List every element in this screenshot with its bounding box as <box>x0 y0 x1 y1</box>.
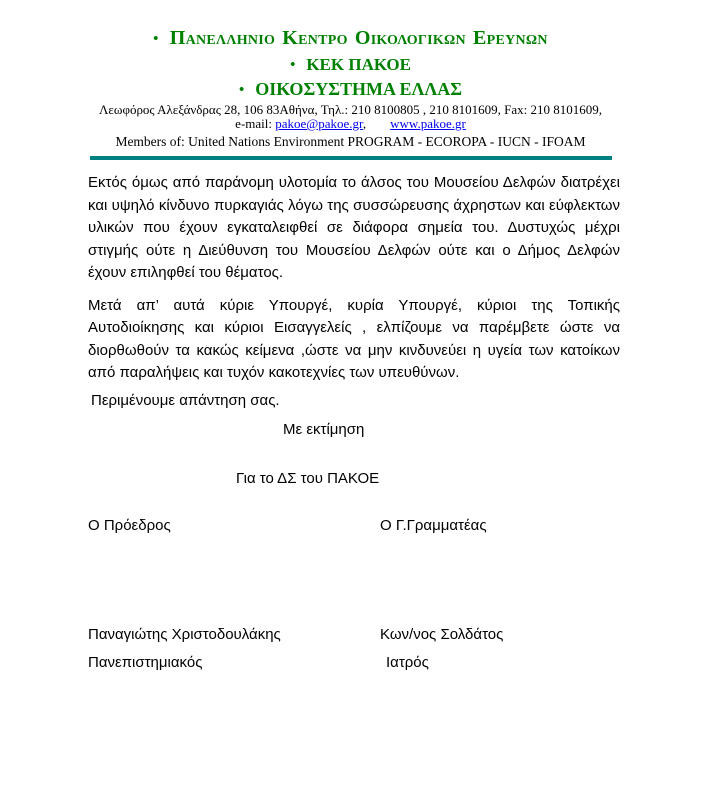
president-role: Πανεπιστημιακός <box>88 654 203 671</box>
secretary-name: Κων/νος Σολδάτος <box>380 625 504 643</box>
paragraph-appeal: Μετά απ’ αυτά κύριε Υπουργέ, κυρία Υπουργέ, κύριοι της Τοπικής Αυτοδιοίκησης και κύριοι Εισαγγελείς , ελπίζουμε να παρέμβετε ώστε να διορθωθούν τα κακώς κείμενα ,ώστε να μην κινδυνεύει η υγεία των κατοίκων από παραλήψεις και τυχόν κακοτεχνίες των υπευθύνων. <box>88 296 620 381</box>
paragraph-await-reply: Περιμένουμε απάντηση σας. <box>91 391 280 409</box>
email-link[interactable]: pakoe@pakoe.gr <box>275 116 363 131</box>
website-link[interactable]: www.pakoe.gr <box>390 116 466 131</box>
org-word: ΟΙΚΟΛΟΓΙΚΩΝ <box>354 27 466 49</box>
signature-titles-row <box>88 515 620 538</box>
bullet-icon: • <box>290 57 296 73</box>
email-label: e-mail: <box>235 116 272 131</box>
header-divider <box>90 156 612 160</box>
org-word: ΕΡΕΥΝΩΝ <box>472 27 548 49</box>
address-line: Λεωφόρος Αλεξάνδρας 28, 106 83Αθήνα, Τηλ.: 210 8100805 , 210 8101609, Fax: 210 8101609, <box>99 102 602 117</box>
signature-names-row <box>88 624 620 647</box>
president-title: Ο Πρόεδρος <box>88 517 171 534</box>
org-subtitle-kek: • ΚΕΚ ΠΑΚΟΕ <box>290 55 411 74</box>
separator: , <box>362 116 367 131</box>
on-behalf-line: Για το ΔΣ του ΠΑΚΟΕ <box>236 469 380 487</box>
letterhead <box>0 0 701 149</box>
bullet-icon: • <box>153 31 159 47</box>
bullet-icon: • <box>238 82 245 98</box>
signature-roles-row <box>88 652 620 675</box>
org-subtitle-ecosystem: • ΟΙΚΟΣΥΣΤΗΜΑ ΕΛΛΑΣ <box>238 79 463 99</box>
contact-line <box>0 117 701 131</box>
closing-salutation: Με εκτίμηση <box>283 421 365 438</box>
secretary-title: Ο Γ.Γραμματέας <box>380 517 487 534</box>
members-line: Members of: United Nations Environment PROGRAM - ECOROPA - IUCN - IFOAM <box>115 134 586 149</box>
org-name-line <box>0 28 701 51</box>
letter-body <box>88 172 620 675</box>
org-word: ΚΕΝΤΡΟ <box>282 27 348 49</box>
president-name: Παναγιώτης Χριστοδουλάκης <box>88 625 281 643</box>
secretary-role: Ιατρός <box>386 654 429 671</box>
paragraph-fire-risk: Εκτός όμως από παράνομη υλοτομία το άλσος του Μουσείου Δελφών διατρέχει και υψηλό κίνδυνο πυρκαγιάς λόγω της συσσώρευσης άχρηστων και εύφλεκτων υλικών που έχουν εγκαταλειφθεί σε διάφορα σημεία του. Δυστυχώς μέχρι στιγμής ούτε η Διεύθυνση του Μουσείου Δελφών ούτε και ο Δήμος Δελφών έχουν επιληφθεί του θέματος. <box>88 174 620 281</box>
org-word: ΠΑΝΕΛΛΗΝΙΟ <box>169 27 276 49</box>
